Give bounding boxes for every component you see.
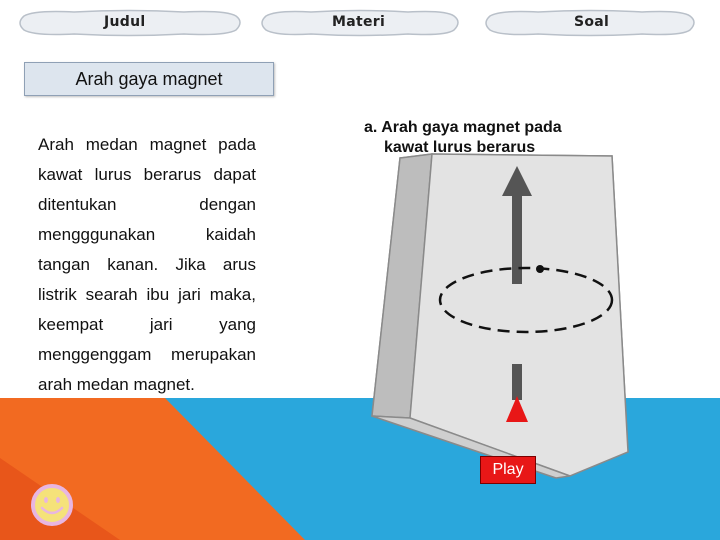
slide-title <box>364 118 624 158</box>
play-button-label: Play <box>492 461 524 478</box>
section-title-text: Arah gaya magnet <box>75 68 223 89</box>
nav-label-soal: Soal <box>574 14 610 30</box>
field-point-marker <box>536 265 544 273</box>
body-text: Arah medan magnet pada kawat lurus berarus dapat ditentukan dengan mengggunakan kaidah tangan kanan. Jika arus listrik searah ibu jari maka, keempat jari yang menggenggam merupakan arah medan magnet. <box>38 135 256 394</box>
wire-upper <box>512 194 522 284</box>
wire-lower <box>512 364 522 400</box>
play-button[interactable] <box>480 456 536 484</box>
smiley-face-icon <box>30 483 74 527</box>
nav-label-materi: Materi <box>332 14 386 30</box>
slide-title-line1: a. Arah gaya magnet pada <box>364 119 562 136</box>
slide-title-line2: kawat lurus berarus <box>384 139 536 156</box>
nav-label-judul: Judul <box>104 14 146 30</box>
